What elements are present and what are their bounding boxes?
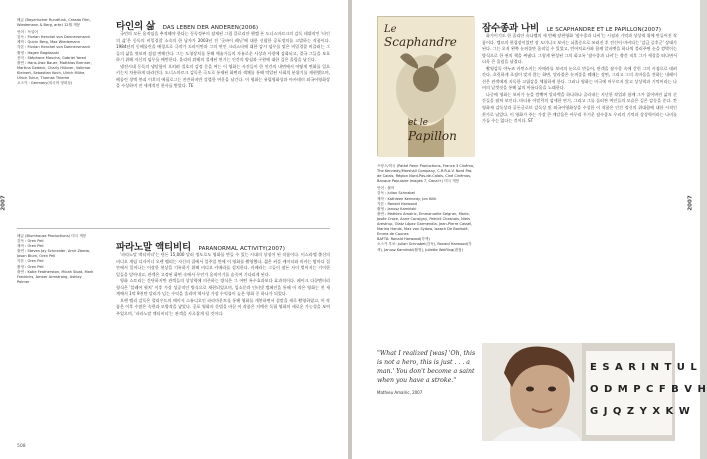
film2-title-korean: 파라노말 액티비티	[116, 242, 191, 253]
credit-line: 각본 : Florian Henckel von Donnersmarck	[17, 45, 91, 50]
film2-body	[116, 252, 330, 440]
left-year-tab: 2007	[0, 195, 7, 211]
credit-line: 촬영 : Janusz Kamiński	[377, 206, 417, 211]
credit-line: 각본 : Oren Peli	[17, 259, 44, 264]
film-still	[482, 343, 707, 441]
credit-line: 배급 (Bayerischer Rundfunk, Creado Film, Wiedemann & Berg, arte) 12월 개봉	[17, 18, 91, 28]
credit-line: 촬영 : Oren Peli	[17, 264, 44, 269]
film2-credits	[17, 234, 95, 285]
film3-body	[482, 33, 677, 335]
pull-quote-text: "What I realized [was] 'Oh, this is not a hero, this is just . . . a man.' You don't become a saint when you have a stroke."	[377, 350, 476, 384]
credit-line: 감독 : Florian Henckel von Donnersmarck	[17, 35, 91, 40]
film2-title-english: PARANORMAL ACTIVITY(2007)	[198, 246, 285, 252]
credit-line: 각본 : Ronald Harwood	[377, 201, 417, 206]
credit-line: 제작 : Oren Peli	[17, 244, 44, 249]
body-paragraph: '파라노말 액티비티'는 단돈 15,000 달러 정도로도 영화를 만들 수 있는 시대의 상징이 된 작품이다. 이스라엘 출신의 비디오 게임 디자이너 오렌 펠리는 자신의 집에서 일주일 만에 이 영화를 촬영했다. 젊은 커플 케이티와 미카는 밤마다 집안에서 일어나는 이상한 현상을 기록하기 위해 비디오 카메라를 설치한다. 카메라는 그들이 잠든 사이 벌어지는 기이한 일들을 담아내고, 관객은 고정된 화면 속에서 무언가 움직이기를 숨죽여 기다리게 된다.	[116, 252, 330, 277]
poster-title-word: et le	[408, 118, 429, 128]
alphabet-chart-row: O D M P C F B V H	[590, 384, 707, 395]
credit-line: 제작 : Kathleen Kennedy, Jon Kilik	[377, 196, 437, 201]
credit-line: 오스카 후보: Julian Schnabel(감독), Ronald Harwood(각색), Janusz Kamiński(촬영), Juliette Welfling(편집)	[377, 242, 472, 252]
body-paragraph: 냉전시대 동독의 냉담함이 오히려 절호의 감정 문을 여는 이 영화는 사건들이 한 인간의 내면에서 어떻게 변화를 일으키는지 차분하게 따라간다. 도너스마르크 감독은 극도로 통제된 화면과 색채를 통해 억압된 사회의 분위기를 재현했으며, 베를린 장벽 붕괴 이후의 에필로그는 잔잔하지만 강렬한 여운을 남긴다. 이 영화는 유럽영화상과 아카데미 외국어영화상을 수상하며 전 세계적인 찬사를 받았다. TE	[116, 63, 330, 89]
credit-line: 언어 : 불어	[377, 186, 395, 191]
body-paragraph: 국민의 모든 움직임을 추적해야 한다는 동독정부의 잠재된 그림 클로리안 헨켈 폰 도너스마르크의 감독 데뷔작인 '타인의 삶'은 동독의 비밀경찰 소속의 한 남자가 2003년 전 '굿바이 레닌'에 대한 신랄한 공포정치를 고발하는 작품이다. 1984년의 동베를린을 배경으로 극작가 드라이만과 그의 연인 크리스타에 대한 감시 임무를 맡은 비밀경찰 비즐러는 그들의 삶을 엿보며 점점 변해간다. 그는 도청장치를 통해 예술가들의 자유로운 사상과 사랑에 감화되고, 결국 그들을 보호하기 위해 자신의 임무를 배반한다. 울리히 뮈헤의 절제된 연기는 인간의 양심과 구원에 대한 깊은 울림을 남긴다.	[116, 31, 330, 63]
credit-line: 프랑스/미국 (Pathé Renn Productions, France 3 Cinéma, The Kennedy/Marshall Company, C.R.R.A.V. Nord Pas de Calais, Région Nord-Pas-de-Calais, Ciné Cinémas, Banque Populaire Images 7, Canal+) 미국 개봉	[377, 164, 475, 184]
film1-title-english: DAS LEBEN DER ANDEREN(2006)	[162, 25, 259, 31]
film1-body	[116, 31, 330, 213]
credit-line: 출연 : Mathieu Amalric, Emmanuelle Seigner, Marie-Josée Croze, Anne Consigny, Patrick Chesnais, Niels Arestrup, Olatz López Garmendia, Jean-Pierre Cassel, Marina Hands, Max von Sydow, Isaach De Bankolé, Emma de Caunes	[377, 211, 473, 237]
section-divider	[17, 228, 330, 229]
poster-title-word: Papillon	[408, 129, 457, 143]
body-paragraph: 오렌 펠리 감독은 할리우드의 메이저 스튜디오인 파라마운트를 통해 영화를 개봉하면서 결말을 새로 촬영하였고, 이 작품은 이후 수많은 속편과 모방작을 낳았다. 공포 영화의 문법을 바꾼 이 작품은 저예산 독립 영화의 새로운 가능성을 보여주었으며, '파라노말 액티비티'는 관객을 사로잡게 될 것이다.	[116, 297, 330, 316]
credit-line: 언어 : 독일어	[17, 30, 38, 35]
body-paragraph: 나중에 영화는 보비가 눈을 깜빡여 알파벳을 하나하나 골라내는 지난한 작업과 함께 그가 잃어버린 삶의 순간들을 펼쳐 보인다. 마티유 아말릭의 섬세한 연기, 그리고 그를 둘러싼 여인들의 모습은 깊은 감동을 준다. 칸 영화제 감독상과 골든글로브 감독상 및 외국어영화상을 수상한 이 작품은 인간 정신의 위대함에 대한 시적인 찬가로 남았다. 이 영화가 주는 가장 큰 깨달음은 아무리 무거운 잠수종도 우리의 기억과 상상력이라는 나비를 가둘 수는 없다는 것이다. ST	[482, 91, 677, 124]
credit-line: 출연 : Steven Jay Schneider, Amir Zbeda, Jason Blum, Oren Peli	[17, 249, 91, 259]
credit-line: 음악 : Stéphane Moucha, Gabriel Yared	[17, 55, 86, 60]
credit-line: 출연 : Katie Featherston, Micah Sloat, Mark Fredrichs, Amber Armstrong, Ashley Palmer	[17, 269, 94, 284]
credit-line: 오스카 : Germany(외국어 영화상)	[17, 81, 73, 86]
film1-title-korean: 타인의 삶	[116, 21, 156, 32]
credit-line: 배급 (Blumhouse Productions) 미국 개봉	[17, 234, 87, 238]
poster-title-word: Scaphandre	[384, 35, 457, 49]
body-paragraph: 촬영감독 야누즈 카민스키는 카메라를 보비의 눈으로 만들어, 관객을 잠수종 속에 갇힌 그의 시점으로 데려간다. 흐릿하게 초점이 맞지 않는 화면, 말라붙은 눈꺼풀을 꿰매는 장면, 그리고 그의 속마음을 전하는 내레이션은 관객에게 지독한 고립감을 체험하게 한다. 그러나 영화는 비극에 머무르지 않고 상상력과 기억이라는 나비의 날갯짓을 통해 삶의 아름다움을 노래한다.	[482, 65, 677, 91]
page-number: 508	[17, 444, 26, 449]
credit-line: 출연 : Hans-Uwe Bauer, Matthias Brenner, Martina Gedeck, Charly Hübner, Volkmar Kleinert, Sebastian Koch, Ulrich Mühe, Ulrich Tukur, Thomas Thieme	[17, 60, 92, 81]
film3-title-english: LE SCAPHANDRE ET LE PAPILLON(2007)	[546, 27, 662, 33]
film-poster	[377, 16, 474, 156]
body-paragraph: 화가이기도 한 줄리안 슈나벨의 세 번째 장편영화 '잠수종과 나비'는 시점과 기억과 상상력 위에 만들어진 작품이다. 엘르의 편집장이었던 장 도미니크 보비는 뇌졸중으로 쓰러진 후 전신이 마비되는 '감금 증후군' 상태가 된다. 그는 오직 왼쪽 눈꺼풀만 움직일 수 있었고, 언어치료사와 함께 알파벳을 하나씩 불러주면 눈을 깜박이는 방식으로 한 권의 책을 써냈다. 그렇게 완성된 그의 회고록 '잠수종과 나비'는 출간 직후 그가 세상을 떠나면서 더욱 큰 울림을 남겼다.	[482, 33, 677, 65]
film1-credits	[17, 18, 95, 86]
credit-line: BAFTA: Ronald Harwood(각색)	[377, 237, 430, 242]
credit-line: 감독 : Julian Schnabel	[377, 191, 415, 196]
alphabet-chart-row: G J Q Z Y X K W	[590, 406, 691, 417]
alphabet-chart-row: E S A R I N T U L	[590, 362, 698, 373]
film3-title-korean: 잠수종과 나비	[482, 23, 539, 34]
film3-credits	[377, 164, 475, 253]
right-year-tab: 2007	[687, 195, 694, 211]
credit-line: 제작 : Quirin Berg, Max Wiedemann	[17, 40, 81, 45]
poster-title-word: Le	[384, 24, 397, 35]
credit-line: 촬영 : Hagen Bogdanski	[17, 50, 59, 55]
credit-line: 감독 : Oren Peli	[17, 239, 44, 244]
body-paragraph: 영화 스토리는 간단하지만 관객들의 상상력에 의존하는 방식은 그 어떤 특수효과보다 효과적이다. 페이크 다큐멘터리 형식은 '블레어 윗치' 이후 가장 성공적인 방식으로 재현되었으며, 입소문과 인터넷 캠페인을 통해 이 작은 영화는 전 세계에서 1억 9천만 달러가 넘는 수익을 올리며 역사상 가장 수익률이 높은 영화 중 하나가 되었다.	[116, 278, 330, 297]
pull-quote-attribution: Mathieu Amalric, 2007	[377, 390, 423, 395]
pull-quote	[377, 349, 477, 397]
